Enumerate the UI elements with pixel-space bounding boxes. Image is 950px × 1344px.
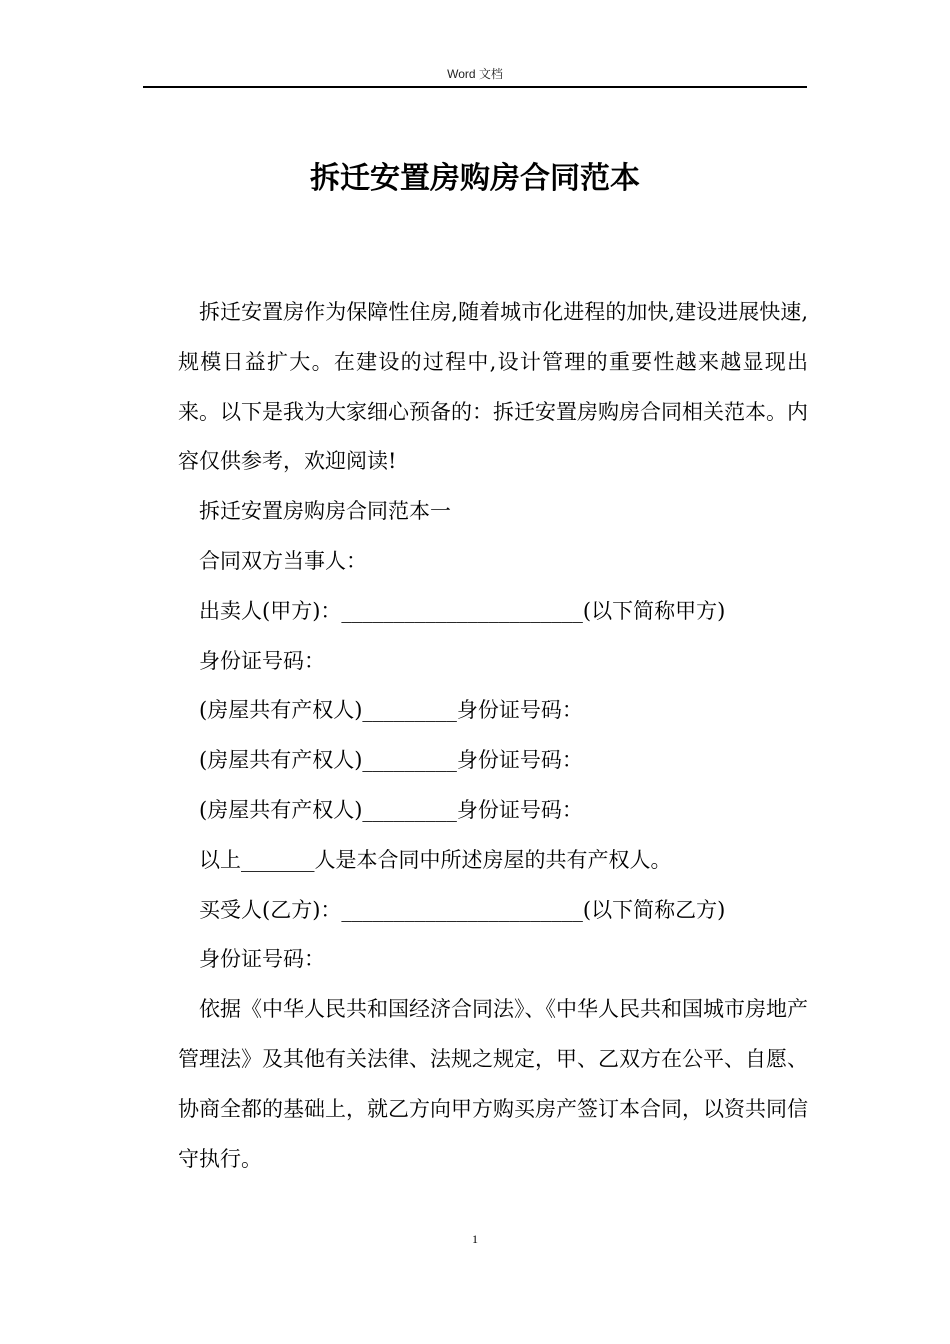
seller-line: 出卖人(甲方)：_______________________(以下简称甲方) [199,598,726,623]
co-owner-line: (房屋共有产权人)_________身份证号码： [199,698,583,723]
section-heading: 拆迁安置房购房合同范本一 [199,499,451,524]
legal-basis-paragraph: 依据《中华人民共和国经济合同法》、《中华人民共和国城市房地产管理法》及其他有关法律、法规之规定，甲、乙双方在公平、自愿、协商全都的基础上，就乙方向甲方购买房产签订本合同，以资共同信守执行。 [178,997,808,1171]
co-owner-line: (房屋共有产权人)_________身份证号码： [199,797,583,822]
document-body [178,288,808,1184]
document-title: 拆迁安置房购房合同范本 [310,161,640,196]
co-owner-summary-line: 以上_______人是本合同中所述房屋的共有产权人。 [199,847,672,872]
buyer-id-line: 身份证号码： [199,947,325,972]
parties-label: 合同双方当事人： [199,548,367,573]
seller-id-line: 身份证号码： [199,648,325,673]
buyer-line: 买受人(乙方)：_______________________(以下简称乙方) [199,897,726,922]
page-header-label: Word 文档 [447,67,503,81]
intro-paragraph: 拆迁安置房作为保障性住房,随着城市化进程的加快,建设进展快速,规模日益扩大。在建设的过程中,设计管理的重要性越来越显现出来。以下是我为大家细心预备的：拆迁安置房购房合同相关范本。内容仅供参考，欢迎阅读! [178,300,808,474]
co-owner-line: (房屋共有产权人)_________身份证号码： [199,748,583,773]
header-divider [143,86,807,88]
page-number: 1 [472,1232,478,1246]
